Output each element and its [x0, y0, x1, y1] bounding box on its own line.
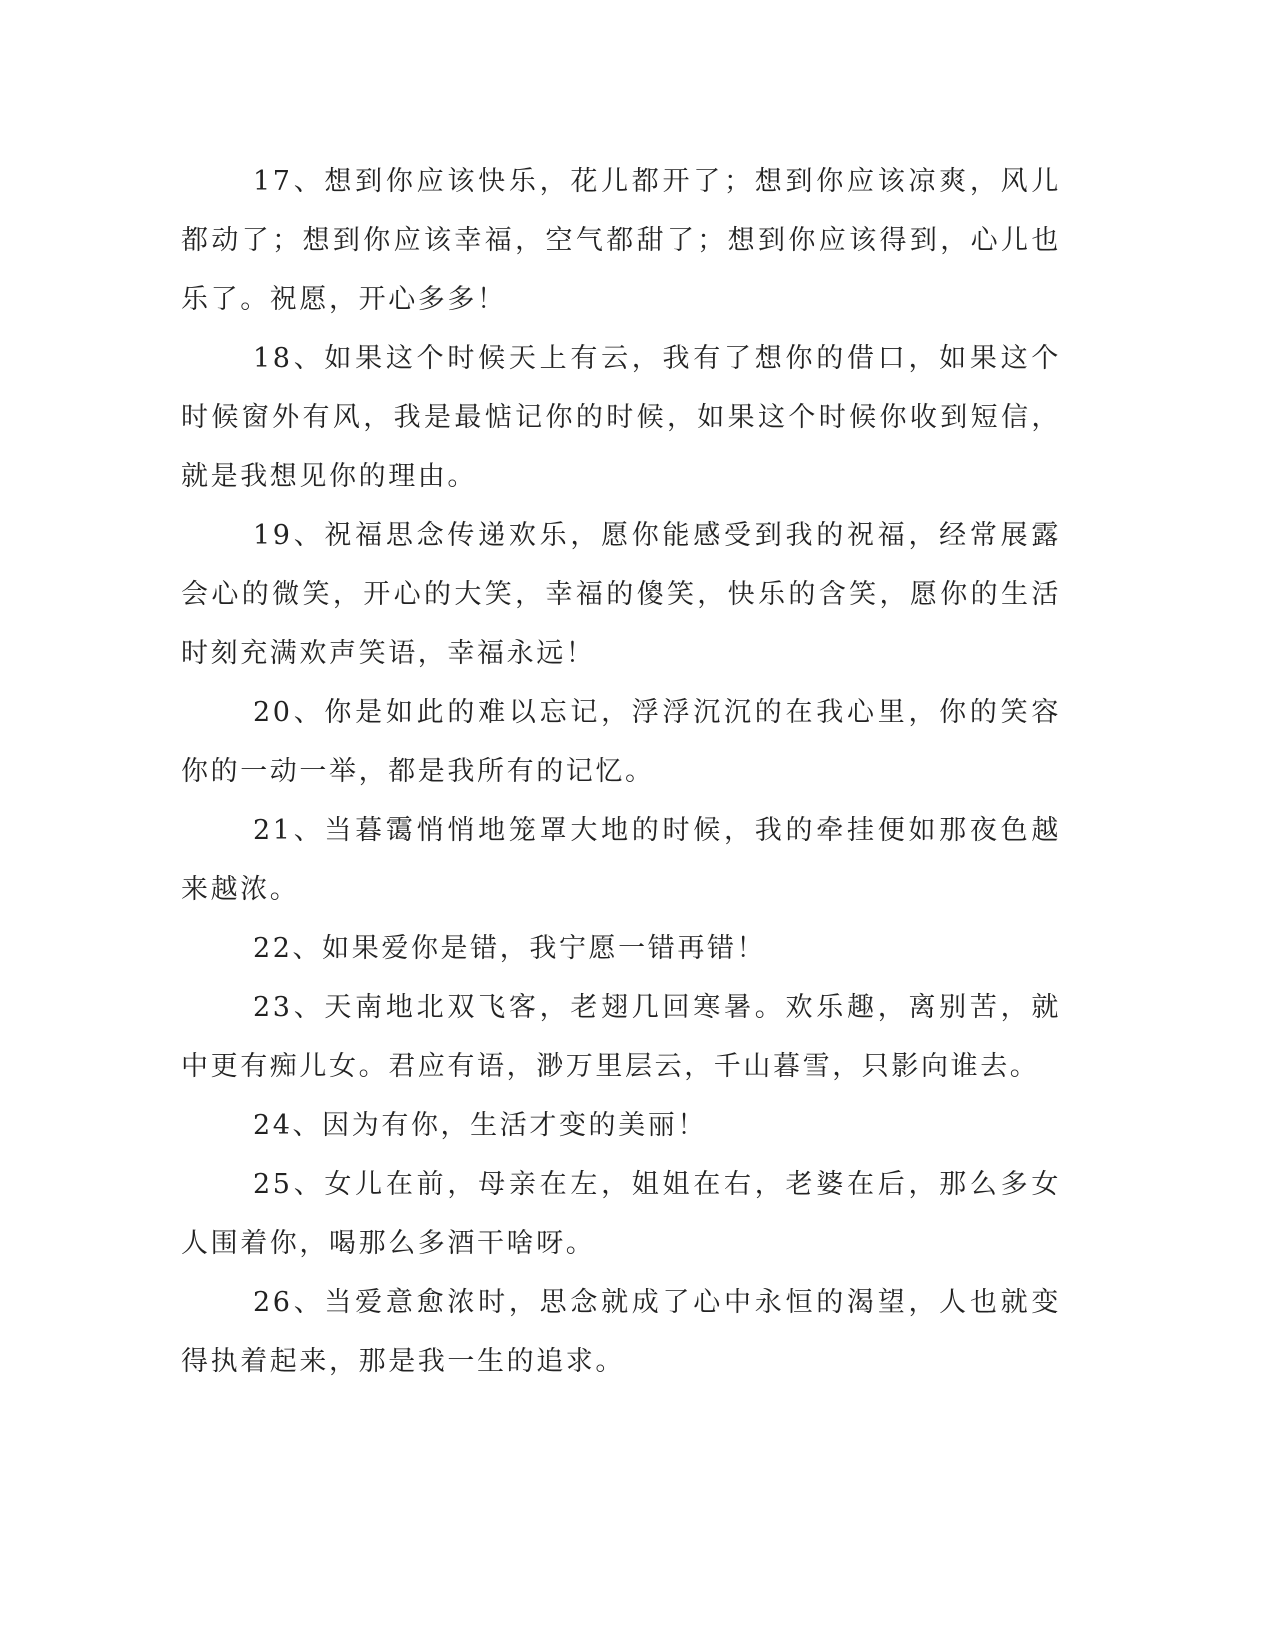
paragraph-26: 26、当爱意愈浓时，思念就成了心中永恒的渴望，人也就变得执着起来，那是我一生的追求。	[181, 1287, 1061, 1377]
paragraph-17: 17、想到你应该快乐，花儿都开了；想到你应该凉爽，风儿都动了；想到你应该幸福，空气都甜了；想到你应该得到，心儿也乐了。祝愿，开心多多！	[181, 166, 1061, 315]
paragraph-18: 18、如果这个时候天上有云，我有了想你的借口，如果这个时候窗外有风，我是最惦记你的时候，如果这个时候你收到短信，就是我想见你的理由。	[181, 343, 1061, 492]
paragraph-25: 25、女儿在前，母亲在左，姐姐在右，老婆在后，那么多女人围着你，喝那么多酒干啥呀。	[181, 1169, 1061, 1259]
paragraph-21: 21、当暮霭悄悄地笼罩大地的时候，我的牵挂便如那夜色越来越浓。	[181, 815, 1061, 905]
paragraph-24: 24、因为有你，生活才变的美丽！	[253, 1110, 707, 1141]
paragraph-23: 23、天南地北双飞客，老翅几回寒暑。欢乐趣，离别苦，就中更有痴儿女。君应有语，渺万里层云，千山暮雪，只影向谁去。	[181, 992, 1061, 1082]
paragraph-19: 19、祝福思念传递欢乐，愿你能感受到我的祝福，经常展露会心的微笑，开心的大笑，幸福的傻笑，快乐的含笑，愿你的生活时刻充满欢声笑语，幸福永远！	[181, 520, 1061, 669]
document-body	[181, 152, 1061, 1391]
paragraph-22: 22、如果爱你是错，我宁愿一错再错！	[253, 933, 767, 964]
paragraph-20: 20、你是如此的难以忘记，浮浮沉沉的在我心里，你的笑容你的一动一举，都是我所有的记忆。	[181, 697, 1061, 787]
